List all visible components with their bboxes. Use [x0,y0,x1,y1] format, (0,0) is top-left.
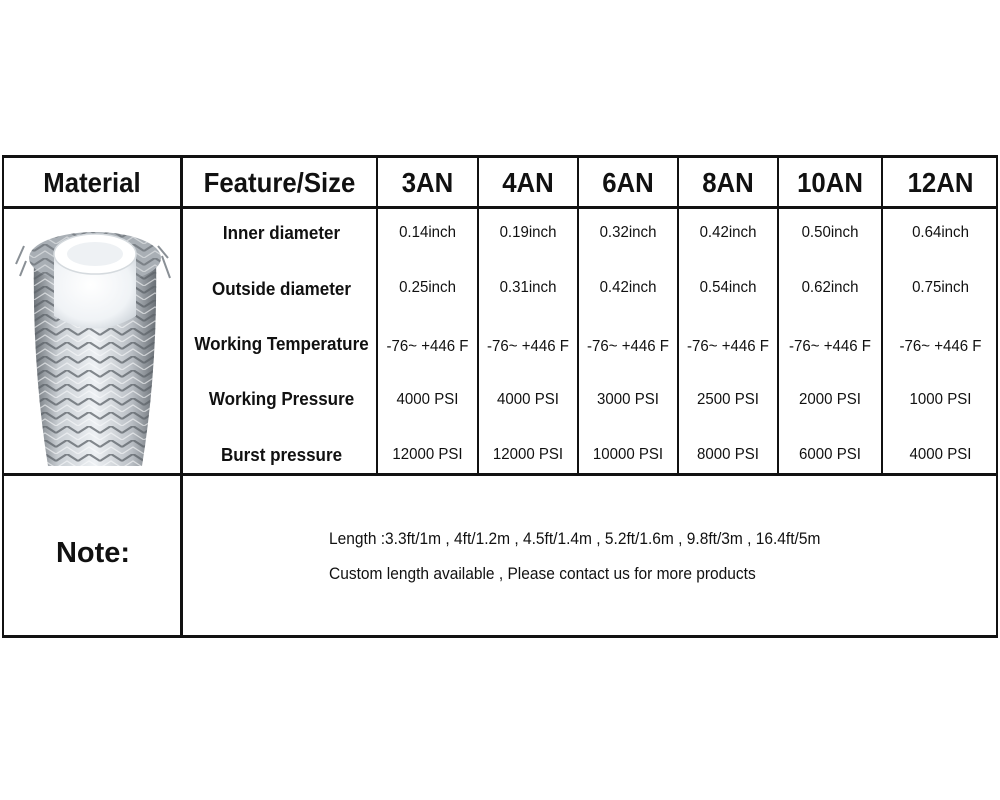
table-cell: 12000 PSI [492,446,564,463]
note-length-line: Length :3.3ft/1m , 4ft/1.2m , 4.5ft/1.4m , 5.2ft/1.6m , 9.8ft/3m , 16.4ft/5m [329,530,821,548]
header-size-4an: 4AN [502,167,554,198]
table-cell: 4000 PSI [909,446,972,463]
table-cell: -76~ +446 F [386,338,469,355]
header-size-12an: 12AN [907,167,974,198]
table-cell: -76~ +446 F [487,338,569,355]
table-cell: 0.42inch [699,224,757,241]
table-cell: 2500 PSI [697,391,759,408]
header-size-8an: 8AN [702,167,754,198]
header-size-3an: 3AN [401,167,454,198]
table-cell: 1000 PSI [909,391,972,408]
table-cell: 3000 PSI [597,391,659,408]
table-cell: 0.50inch [801,224,859,241]
table-cell: 0.25inch [399,279,456,296]
header-material: Material [43,167,141,198]
table-cell: 0.14inch [399,224,456,241]
table-cell: 0.19inch [499,224,557,241]
column-divider [577,158,579,476]
row-label-inner-diameter: Inner diameter [222,222,341,243]
header-size-10an: 10AN [797,167,863,198]
header-size-6an: 6AN [602,167,654,198]
spec-table [2,155,998,638]
row-label-burst-pressure: Burst pressure [220,444,343,465]
column-divider [477,158,479,476]
table-cell: 0.42inch [599,279,657,296]
table-cell: 0.31inch [499,279,557,296]
table-cell: -76~ +446 F [587,338,669,355]
table-cell: 2000 PSI [799,391,861,408]
table-cell: 12000 PSI [392,446,463,463]
note-custom-line: Custom length available , Please contact us for more products [329,565,756,583]
table-cell: 0.54inch [699,279,757,296]
table-cell: -76~ +446 F [789,338,871,355]
table-cell: 4000 PSI [497,391,559,408]
column-divider [677,158,679,476]
table-cell: 0.75inch [912,279,969,296]
table-cell: 0.64inch [912,224,969,241]
table-cell: 10000 PSI [592,446,664,463]
row-label-working-pressure: Working Pressure [208,388,355,409]
table-cell: 4000 PSI [396,391,459,408]
table-cell: 8000 PSI [697,446,759,463]
table-cell: -76~ +446 F [899,338,982,355]
table-cell: 6000 PSI [799,446,861,463]
row-label-working-temperature: Working Temperature [194,333,369,354]
table-cell: 0.62inch [801,279,859,296]
table-cell: -76~ +446 F [687,338,769,355]
row-label-outside-diameter: Outside diameter [211,278,352,299]
table-cell: 0.32inch [599,224,657,241]
column-divider [777,158,779,476]
column-divider [881,158,883,476]
header-feature-size: Feature/Size [203,167,356,198]
braided-hose-icon [12,216,174,474]
note-label: Note: [55,536,131,569]
column-divider [376,158,378,476]
